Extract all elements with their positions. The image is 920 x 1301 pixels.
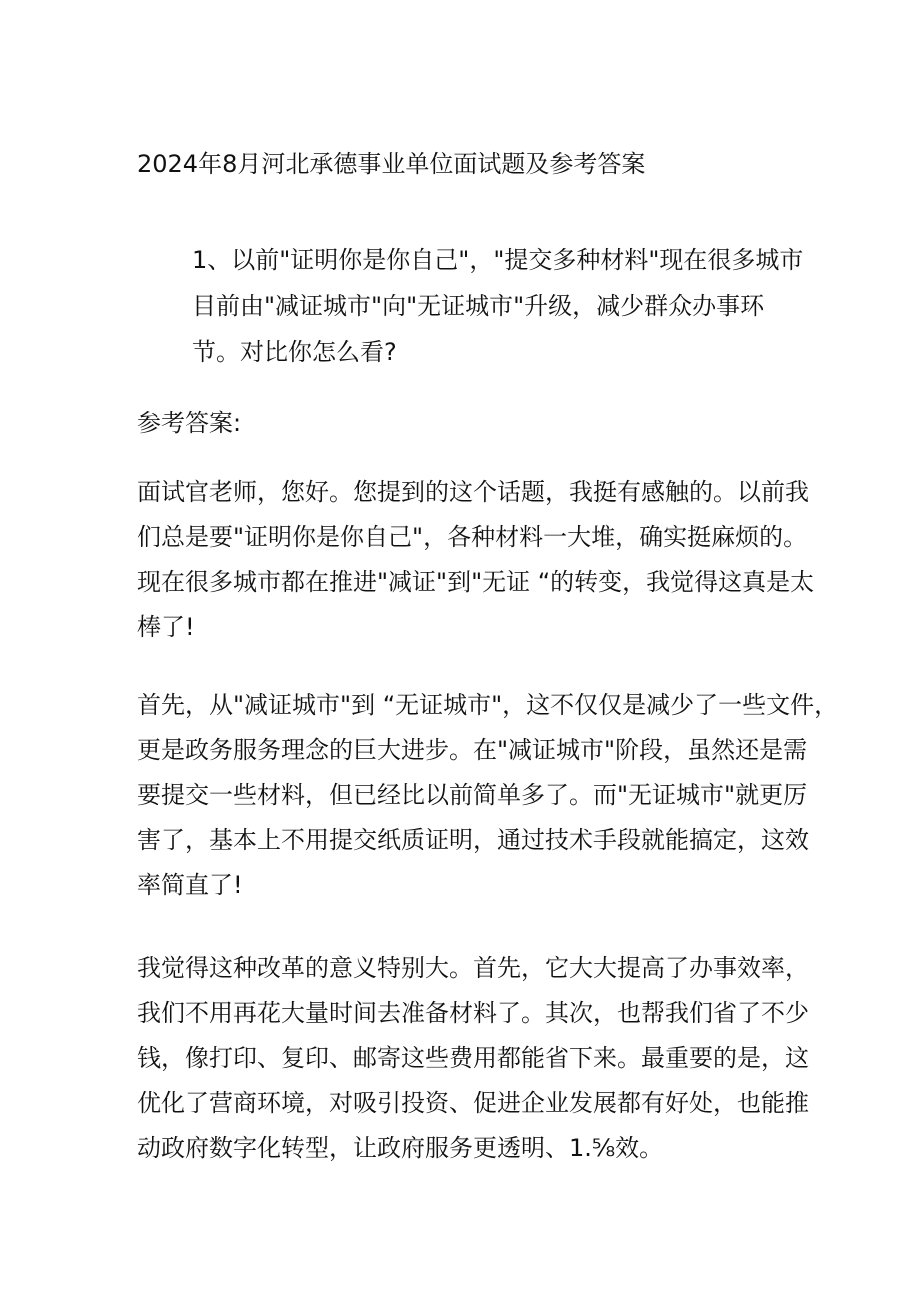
paragraph-line: 钱，像打印、复印、邮寄这些费用都能省下来。最重要的是，这 xyxy=(137,1044,809,1072)
paragraph-line: 首先，从"减证城市"到 “无证城市"，这不仅仅是减少了一些文件， xyxy=(137,691,839,719)
paragraph-line: 更是政务服务理念的巨大进步。在"减证城市"阶段，虽然还是需 xyxy=(137,736,808,764)
paragraph-line: 我觉得这种改革的意义特别大。首先，它大大提高了办事效率， xyxy=(137,954,809,982)
paragraph-line: 面试官老师，您好。您提到的这个话题，我挺有感触的。以前我 xyxy=(137,478,809,506)
document-title: 2024年8月河北承德事业单位面试题及参考答案 xyxy=(137,150,646,178)
paragraph-line: 棒了! xyxy=(137,613,195,641)
paragraph-line: 动政府数字化转型，让政府服务更透明、1.⅝效。 xyxy=(137,1134,664,1162)
answer-label: 参考答案: xyxy=(137,409,242,437)
paragraph-line: 我们不用再花大量时间去准备材料了。其次，也帮我们省了不少 xyxy=(137,999,809,1027)
answer-paragraph-3 xyxy=(137,946,809,1171)
paragraph-line: 们总是要"证明你是你自己"，各种材料一大堆，确实挺麻烦的。 xyxy=(137,523,808,551)
paragraph-line: 害了，基本上不用提交纸质证明，通过技术手段就能搞定，这效 xyxy=(137,826,809,854)
question-line: 1、以前"证明你是你自己"，"提交多种材料"现在很多城市 xyxy=(192,246,804,274)
question-line: 节。对比你怎么看? xyxy=(192,338,397,366)
answer-paragraph-2 xyxy=(137,683,839,908)
paragraph-line: 要提交一些材料，但已经比以前简单多了。而"无证城市"就更厉 xyxy=(137,781,808,809)
paragraph-line: 率简直了! xyxy=(137,871,243,899)
paragraph-line: 现在很多城市都在推进"减证"到"无证 “的转变，我觉得这真是太 xyxy=(137,568,815,596)
answer-paragraph-1 xyxy=(137,470,815,650)
question-block xyxy=(192,237,804,375)
paragraph-line: 优化了营商环境，对吸引投资、促进企业发展都有好处，也能推 xyxy=(137,1089,809,1117)
question-line: 目前由"减证城市"向"无证城市"升级，减少群众办事环 xyxy=(192,292,765,320)
